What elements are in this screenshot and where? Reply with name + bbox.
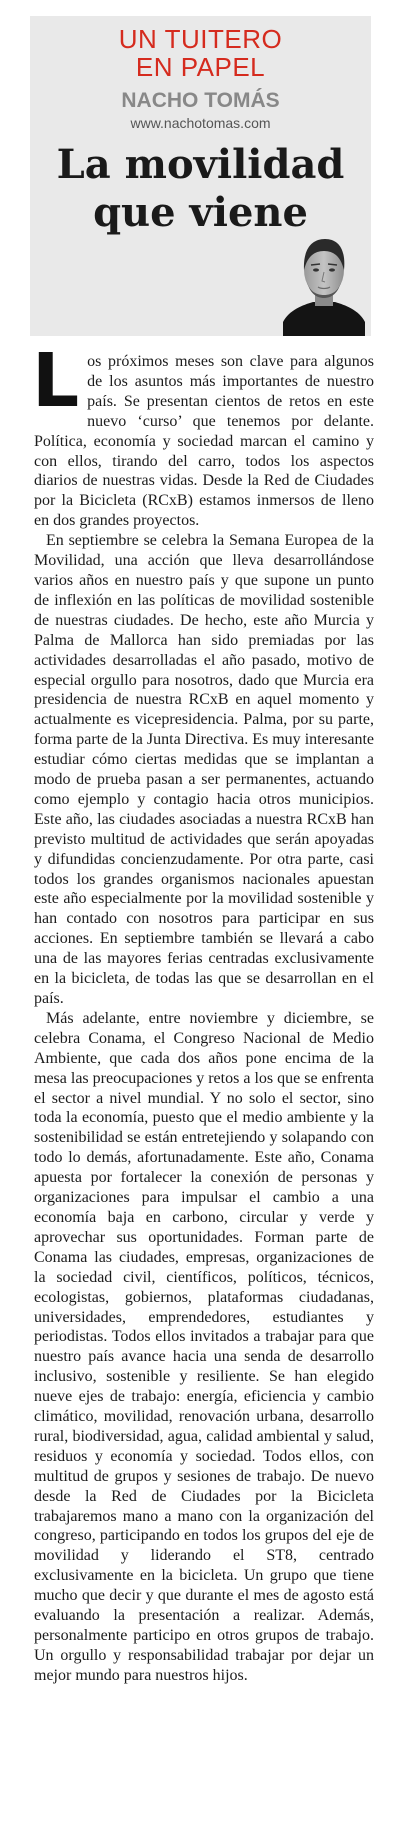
headline-line-1: La movilidad: [56, 141, 345, 188]
article-paragraph: Más adelante, entre noviembre y diciembre, se celebra Conama, el Congreso Nacional de Medio Ambiente, que cada dos años pone encima de la mesa las preocupaciones y retos a los que se enfrenta el sector a nivel mundial. Y no solo el sector, sino toda la economía, puesto que el medio ambiente y la sostenibilidad se están entretejiendo y solapando con todo lo demás, afortunadamente. Este año, Conama apuesta por fortalecer la conexión de personas y organizaciones para impulsar el cambio a una economía baja en carbono, circular y verde y aprovechar sus oportunidades. Forman parte de Conama las ciudades, empresas, organizaciones de la sociedad civil, científicos, políticos, técnicos, ecologistas, gobiernos, plataformas ciudadanas, universidades, emprendedores, estudiantes y periodistas. Todos ellos invitados a trabajar para que nuestro país avance hacia una senda de desarrollo inclusivo, sostenible y resiliente. Se han elegido nueve ejes de trabajo: energía, eficiencia y cambio climático, movilidad, renovación urbana, desarrollo rural, biodiversidad, agua, calidad ambiental y salud, residuos y economía y sociedad. Todos ellos, con multitud de grupos y sesiones de trabajo. De nuevo desde la Red de Ciudades por la Bicicleta trabajaremos mano a mano con la organización del congreso, participando en todos los grupos del eje de movilidad y liderando el ST8, centrado exclusivamente en la bicicleta. Un grupo que tiene mucho que decir y que durante el mes de agosto está evaluando la presentación a realizar. Además, personalmente participo en otros grupos de trabajo. Un orgullo y responsabilidad trabajar por dejar un mejor mundo para nuestros hijos.: [34, 1009, 374, 1684]
section-title-line-2: EN PAPEL: [135, 52, 266, 82]
paragraph-text: os próximos meses son clave para algunos de los asuntos más importantes de nuestro país. Se presentan cientos de retos en este nuevo ‘curso’ que tenemos por delante. Política, economía y sociedad marcan el camino y con ellos, tirando del carro, todos los aspectos diarios de nuestras vidas. Desde la Red de Ciudades por la Bicicleta (RCxB) estamos inmersos de lleno en dos grandes proyectos.: [34, 353, 374, 530]
article-paragraph: En septiembre se celebra la Semana Europea de la Movilidad, una acción que lleva desarrollándose varios años en nuestro país y que supone un punto de inflexión en las políticas de movilidad sostenible de nuestras ciudades. De hecho, este año Murcia y Palma de Mallorca han sido premiadas por las actividades desarrolladas el año pasado, motivo de especial orgullo para nosotros, dado que Murcia era presidencia de nuestra RCxB en aquel momento y actualmente es vicepresidencia. Palma, por su parte, forma parte de la Junta Directiva. Es muy interesante estudiar cómo ciertas medidas que se implantan a modo de prueba pasan a ser permanentes, actuando como ejemplo y contagio hacia otros municipios. Este año, las ciudades asociadas a nuestra RCxB han previsto multitud de actividades que serán apoyadas y difundidas concienzudamente. Por otra parte, casi todos los grandes organismos nacionales apuestan este año especialmente por la movilidad sostenible y han contado con nosotros para participar en sus acciones. En septiembre también se llevará a cabo una de las mayores ferias centradas exclusivamente en la bicicleta, de todas las que se desarrollan en el país.: [34, 532, 374, 1007]
author-website: www.nachotomas.com: [130, 115, 271, 131]
article-paragraph: [32, 338, 374, 531]
headline-line-2: que viene: [93, 189, 308, 236]
section-title-line-1: UN TUITERO: [118, 24, 283, 54]
author-name: NACHO TOMÁS: [121, 89, 280, 112]
drop-cap: L: [32, 338, 80, 424]
author-portrait-photo: [283, 226, 365, 336]
article-body: [32, 338, 374, 1686]
column-header: [30, 16, 371, 336]
